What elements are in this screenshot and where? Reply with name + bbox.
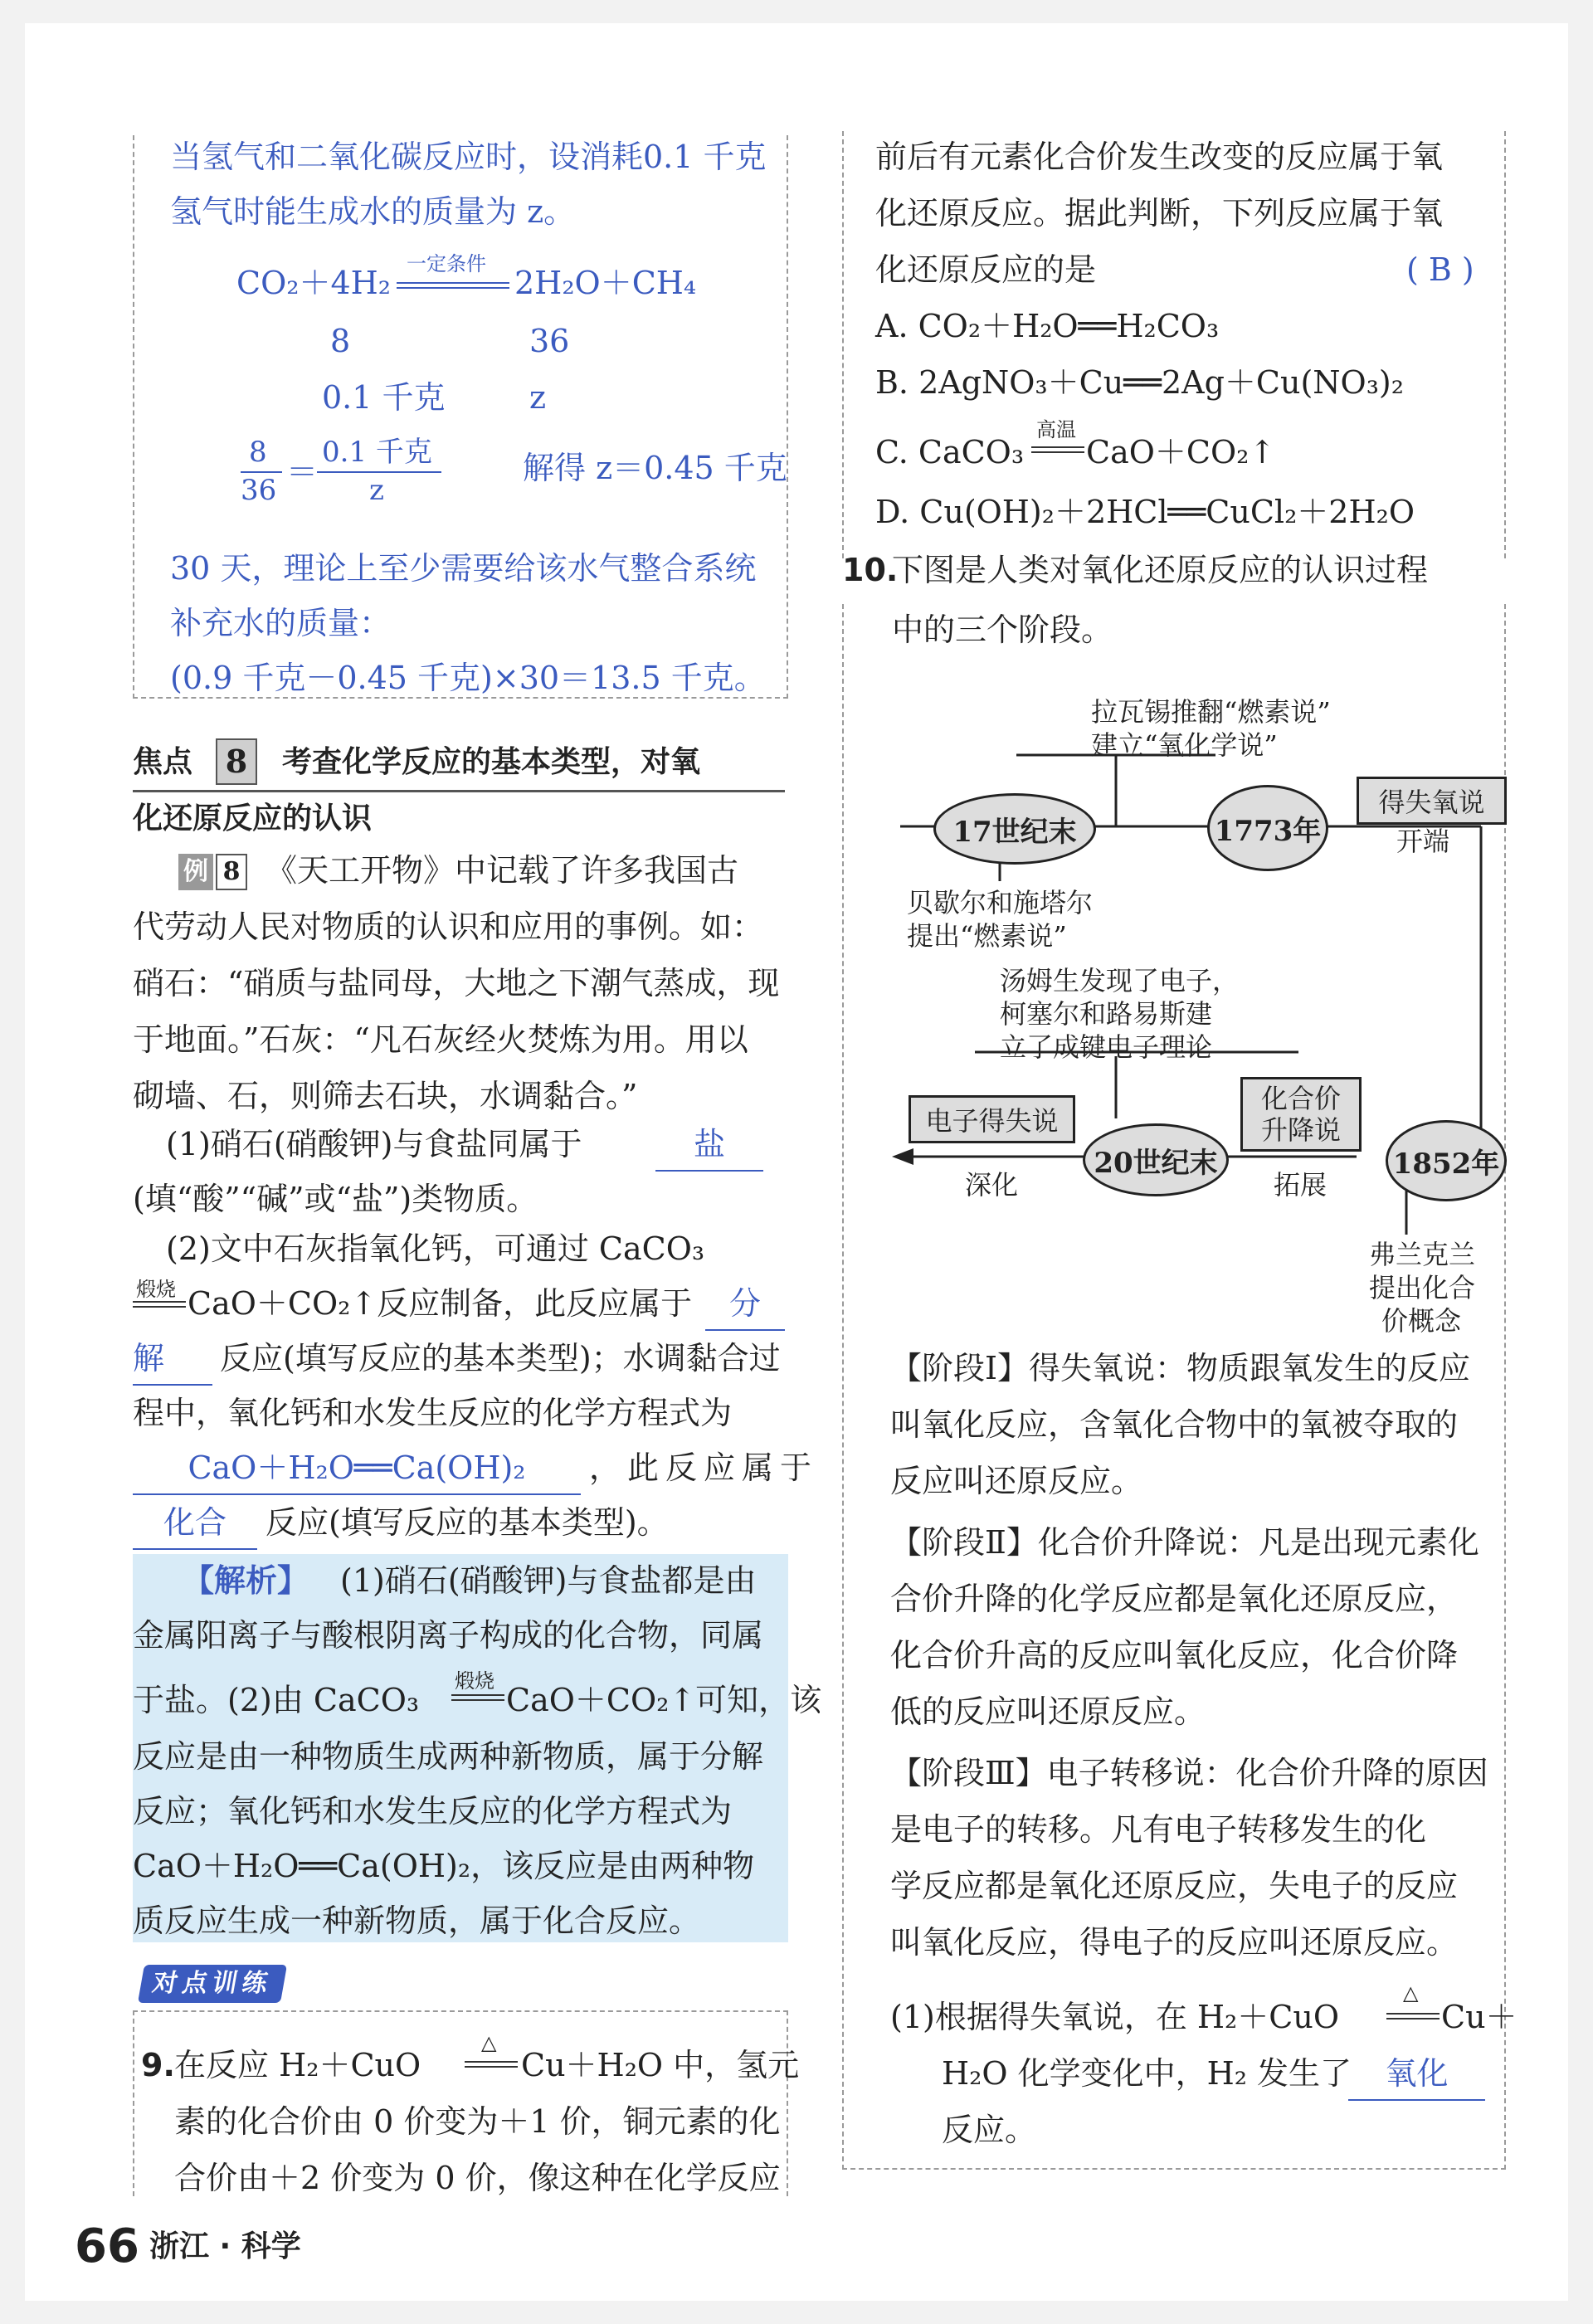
- tag-valence-theory: [1240, 1077, 1362, 1152]
- frac-den-1: 36: [241, 474, 277, 507]
- q2-answer-3: 化合: [133, 1497, 257, 1550]
- stage-3-line-1: 【阶段Ⅲ】电子转移说：化合价升降的原因: [890, 1755, 1488, 1791]
- q9-number: 9.: [141, 2047, 175, 2083]
- q2-text-6: 反应(填写反应的基本类型)。: [266, 1504, 669, 1541]
- analysis-line-3b: CaO＋CO₂↑可知，该: [506, 1682, 822, 1718]
- stage-2-line-4: 低的反应叫还原反应。: [890, 1693, 1206, 1730]
- focus-title-2: 化还原反应的认识: [133, 801, 373, 836]
- q2-text-5: ，此反应属于: [589, 1449, 819, 1486]
- tag-electron-theory: 电子得失说: [909, 1095, 1075, 1143]
- analysis-line-3a: 于盐。(2)由 CaCO₃: [133, 1682, 420, 1718]
- note-thomson-3: 立了成键电子理论: [1000, 1031, 1213, 1063]
- ratio-36: 36: [529, 323, 570, 359]
- q10-1-condition: △: [1403, 1981, 1419, 2005]
- node-17th-century: 17世纪末: [933, 793, 1096, 865]
- footer-label: 浙江 · 科学: [149, 2229, 301, 2263]
- q9-bar: [465, 2061, 518, 2063]
- stage-1-line-2: 叫氧化反应，含氧化合物中的氧被夺取的: [890, 1406, 1459, 1443]
- equation-right: 2H₂O＋CH₄: [514, 265, 697, 301]
- stage-1-line-3: 反应叫还原反应。: [890, 1463, 1143, 1499]
- stage-3-line-4: 叫氧化反应，得电子的反应叫还原反应。: [890, 1924, 1459, 1961]
- label-deepen: 深化: [965, 1169, 1019, 1201]
- note-thomson-1: 汤姆生发现了电子，: [1000, 965, 1240, 996]
- q10-1-bar-2: [1386, 2018, 1440, 2019]
- analysis-bar-2: [451, 1699, 504, 1701]
- calc-line-5: (0.9 千克－0.45 千克)×30＝13.5 千克。: [170, 660, 766, 696]
- q2-answer-2: 解: [133, 1333, 212, 1386]
- equation-left: CO₂＋4H₂: [236, 265, 392, 301]
- training-label: 对点训练: [138, 1965, 287, 2003]
- q2-condition: 煅烧: [136, 1278, 176, 1301]
- label-start: 开端: [1396, 826, 1450, 857]
- frac-den-2: z: [369, 474, 384, 507]
- q9-option-a: A. CO₂＋H₂O══H₂CO₃: [875, 308, 1220, 344]
- stage-2-line-2: 合价升降的化学反应都是氧化还原反应，: [890, 1581, 1459, 1617]
- q10-1-line-2: H₂O 化学变化中，H₂ 发生了: [942, 2055, 1352, 2092]
- frac-num-1: 8: [249, 436, 267, 469]
- stage-1-line-1: 【阶段Ⅰ】得失氧说：物质跟氧发生的反应: [890, 1350, 1471, 1386]
- stage-2-line-3: 化合价升高的反应叫氧化反应，化合价降: [890, 1637, 1459, 1674]
- q9-option-b: B. 2AgNO₃＋Cu══2Ag＋Cu(NO₃)₂: [875, 364, 1404, 401]
- note-becher-2: 提出“燃素说”: [907, 920, 1067, 952]
- q2-bar: [133, 1301, 186, 1303]
- focus-number-box: 8: [216, 738, 257, 785]
- example-line-3: 硝石：“硝质与盐同母，大地之下潮气蒸成，现: [133, 965, 780, 1001]
- page-number: 66: [75, 2219, 139, 2273]
- example-line-2: 代劳动人民对物质的认识和应用的事例。如：: [133, 909, 764, 945]
- q9-condition: △: [481, 2031, 497, 2054]
- tag-valence-line-2: 升降说: [1260, 1114, 1341, 1146]
- note-frankland-3: 价概念: [1381, 1305, 1462, 1337]
- example-line-1: 《天工开物》中记载了许多我国古: [266, 852, 739, 889]
- equation-bar-2: [397, 287, 509, 289]
- right-column: [842, 23, 1531, 2263]
- q9-line-1b: Cu＋H₂O 中，氢元: [521, 2047, 800, 2083]
- stage-3-line-3: 学反应都是氧化还原反应，失电子的反应: [890, 1868, 1459, 1904]
- node-1773: 1773年: [1207, 785, 1328, 871]
- ratio-01: 0.1 千克: [322, 379, 446, 416]
- page: [25, 23, 1568, 2301]
- analysis-condition: 煅烧: [455, 1669, 494, 1693]
- q9-line-3: 合价由＋2 价变为 0 价，像这种在化学反应: [174, 2160, 781, 2196]
- stage-3-line-2: 是电子的转移。凡有电子转移发生的化: [890, 1811, 1427, 1848]
- q9-option-d: D. Cu(OH)₂＋2HCl══CuCl₂＋2H₂O: [875, 494, 1415, 530]
- q10-1-line-1a: (1)根据得失氧说，在 H₂＋CuO: [890, 1999, 1339, 2035]
- q1-text-2: (填“酸”“碱”或“盐”)类物质。: [133, 1181, 538, 1217]
- q9-bar-2: [465, 2066, 518, 2068]
- note-lavoisier-2: 建立“氧化学说”: [1091, 729, 1278, 761]
- node-20th-century: 20世纪末: [1083, 1123, 1229, 1196]
- calc-line-3: 30 天，理论上至少需要给该水气整合系统: [170, 550, 757, 587]
- q10-1-answer: 氧化: [1348, 2048, 1485, 2101]
- note-becher-1: 贝歇尔和施塔尔: [907, 887, 1094, 918]
- q2-text-1: (2)文中石灰指氧化钙，可通过 CaCO₃: [166, 1230, 705, 1267]
- q10-1-line-3: 反应。: [942, 2112, 1037, 2148]
- example-line-5: 砌墙、石，则筛去石块，水调黏合。”: [133, 1078, 638, 1114]
- q2-bar-2: [133, 1306, 186, 1308]
- q9-option-c-b: CaO＋CO₂↑: [1086, 434, 1276, 470]
- q9-option-c-bar: [1031, 446, 1084, 448]
- q10-1-bar: [1386, 2013, 1440, 2015]
- q9-option-c-bar-2: [1031, 451, 1084, 453]
- calc-line-1: 当氢气和二氧化碳反应时，设消耗0.1 千克: [170, 139, 767, 175]
- analysis-line-1: (1)硝石(硝酸钾)与食盐都是由: [340, 1562, 757, 1599]
- analysis-bar: [451, 1694, 504, 1696]
- example-line-4: 于地面。”石灰：“凡石灰经火焚炼为用。用以: [133, 1021, 748, 1058]
- q9-option-c-cond: 高温: [1036, 418, 1076, 441]
- note-lavoisier-1: 拉瓦锡推翻“燃素说”: [1091, 696, 1331, 728]
- note-thomson-2: 柯塞尔和路易斯建: [1000, 998, 1213, 1030]
- example-tag: 例: [178, 854, 213, 890]
- note-frankland-1: 弗兰克兰: [1369, 1239, 1476, 1270]
- q1-answer: 盐: [655, 1118, 763, 1172]
- calc-line-2: 氢气时能生成水的质量为 z。: [170, 193, 576, 230]
- q2-answer-1: 分: [705, 1278, 785, 1331]
- tag-oxygen-theory: 得失氧说: [1357, 777, 1507, 825]
- q9-option-c-a: C. CaCO₃: [875, 434, 1025, 470]
- focus-label: 焦点: [133, 745, 193, 779]
- q10-line-1: 下图是人类对氧化还原反应的认识过程: [892, 552, 1429, 588]
- ratio-8: 8: [330, 323, 351, 359]
- q2-equation-answer: CaO＋H₂O══Ca(OH)₂: [133, 1442, 581, 1495]
- focus-title-1: 考查化学反应的基本类型，对氧: [282, 745, 701, 779]
- q9-line-2: 素的化合价由 0 价变为＋1 价，铜元素的化: [174, 2103, 781, 2140]
- q9-answer: ( B ): [1406, 251, 1474, 288]
- note-frankland-2: 提出化合: [1369, 1272, 1476, 1303]
- q2-text-3: 反应(填写反应的基本类型)；水调黏合过: [220, 1340, 781, 1376]
- q10-line-2: 中的三个阶段。: [892, 611, 1113, 648]
- ratio-z: z: [529, 379, 547, 416]
- left-column: [75, 23, 830, 2273]
- analysis-line-6: CaO＋H₂O══Ca(OH)₂，该反应是由两种物: [133, 1848, 755, 1884]
- q9-line-1a: 在反应 H₂＋CuO: [174, 2047, 421, 2083]
- node-1852: 1852年: [1386, 1120, 1507, 1201]
- stage-2-line-1: 【阶段Ⅱ】化合价升降说：凡是出现元素化: [890, 1524, 1479, 1561]
- q10-number: 10.: [842, 552, 899, 588]
- example-number: 8: [216, 854, 247, 890]
- analysis-line-7: 质反应生成一种新物质，属于化合反应。: [133, 1903, 701, 1939]
- frac-num-2: 0.1 千克: [322, 436, 432, 469]
- analysis-line-2: 金属阳离子与酸根阴离子构成的化合物，同属: [133, 1617, 764, 1654]
- tag-valence-line-1: 化合价: [1260, 1083, 1341, 1114]
- q2-text-2: CaO＋CO₂↑反应制备，此反应属于: [188, 1285, 693, 1322]
- analysis-line-4: 反应是由一种物质生成两种新物质，属于分解: [133, 1738, 764, 1775]
- analysis-line-5: 反应；氧化钙和水发生反应的化学方程式为: [133, 1793, 733, 1829]
- analysis-label: 【解析】: [183, 1562, 309, 1599]
- solve-text: 解得 z＝0.45 千克: [523, 450, 787, 486]
- label-expand: 拓展: [1274, 1169, 1328, 1201]
- q2-text-4: 程中，氧化钙和水发生反应的化学方程式为: [133, 1395, 733, 1431]
- frac-eq: ＝: [286, 454, 319, 490]
- focus-underline: [133, 790, 785, 792]
- q9-cont-line-3: 化还原反应的是: [875, 251, 1097, 288]
- calc-line-4: 补充水的质量：: [170, 605, 392, 641]
- q10-1-line-1b: Cu＋: [1441, 1999, 1517, 2035]
- q1-text: (1)硝石(硝酸钾)与食盐同属于: [166, 1126, 582, 1162]
- equation-bar: [397, 282, 509, 284]
- q9-cont-line-2: 化还原反应。据此判断，下列反应属于氧: [875, 195, 1444, 231]
- equation-condition: 一定条件: [407, 252, 486, 275]
- q9-cont-line-1: 前后有元素化合价发生改变的反应属于氧: [875, 139, 1444, 175]
